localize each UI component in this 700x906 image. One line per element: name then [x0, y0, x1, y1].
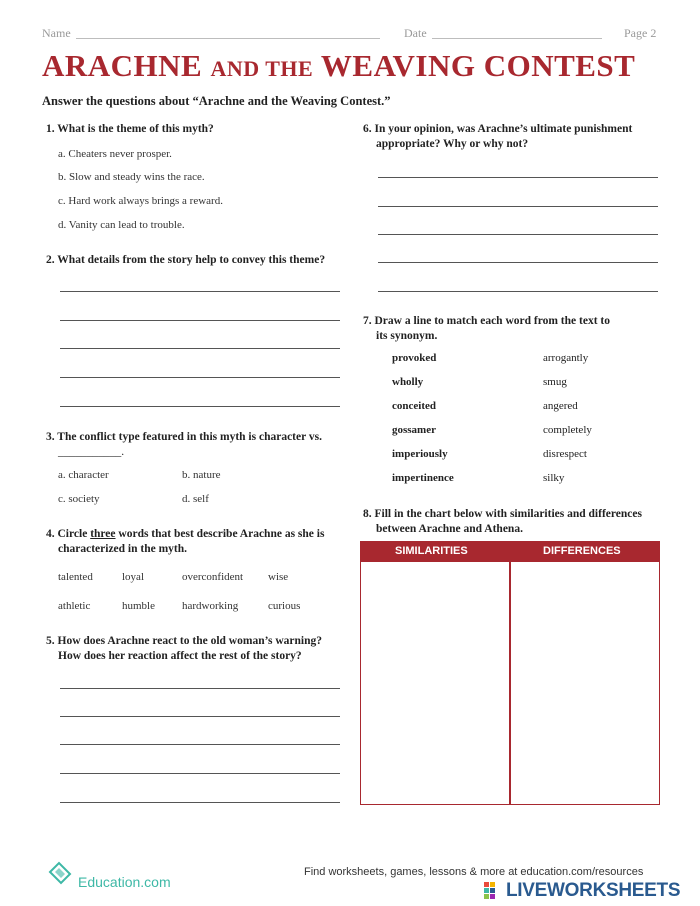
q7-word-impertinence[interactable]: impertinence [392, 472, 454, 484]
q2-answer-line-2[interactable] [60, 320, 340, 321]
q2-answer-line-4[interactable] [60, 377, 340, 378]
q2-answer-line-1[interactable] [60, 291, 340, 292]
name-field[interactable] [76, 26, 380, 40]
q7-word-imperiously[interactable]: imperiously [392, 448, 448, 460]
q4-word-wise[interactable]: wise [268, 571, 289, 583]
question-8: 8. Fill in the chart below with similarities and differences between Arachne and Athena. [363, 508, 642, 535]
q7-word-provoked[interactable]: provoked [392, 352, 437, 364]
question-1: 1. What is the theme of this myth? [46, 123, 214, 135]
q4-word-overconfident[interactable]: overconfident [182, 571, 244, 583]
date-field[interactable] [432, 26, 602, 40]
differences-header: DIFFERENCES [543, 545, 621, 557]
similarities-header: SIMILARITIES [395, 545, 468, 557]
q1-option-b[interactable]: b. Slow and steady wins the race. [58, 171, 205, 183]
liveworksheets-icon [484, 882, 502, 900]
q7-word-wholly[interactable]: wholly [392, 376, 424, 388]
question-3: 3. The conflict type featured in this myth is character vs. [46, 431, 322, 443]
q3-option-a[interactable]: a. character [58, 469, 109, 481]
q6-answer-line-1[interactable] [378, 177, 658, 178]
education-logo-icon [46, 858, 74, 886]
q5-answer-line-5[interactable] [60, 802, 340, 803]
date-label: Date [404, 26, 427, 40]
q3-option-c[interactable]: c. society [58, 493, 100, 505]
q4-word-loyal[interactable]: loyal [122, 571, 144, 583]
q4-word-athletic[interactable]: athletic [58, 600, 91, 612]
page-title: ARACHNE AND THE WEAVING CONTEST [42, 48, 636, 83]
q5-answer-line-2[interactable] [60, 716, 340, 717]
question-2: 2. What details from the story help to convey this theme? [46, 254, 326, 266]
q7-synonym-completely[interactable]: completely [543, 424, 592, 436]
q6-answer-line-5[interactable] [378, 291, 658, 292]
q1-option-a[interactable]: a. Cheaters never prosper. [58, 148, 172, 160]
similarities-cell[interactable] [361, 562, 509, 804]
q5-answer-line-4[interactable] [60, 773, 340, 774]
q3-option-b[interactable]: b. nature [182, 469, 221, 481]
q4-word-curious[interactable]: curious [268, 600, 301, 612]
name-label: Name [42, 26, 71, 40]
q2-answer-line-5[interactable] [60, 406, 340, 407]
education-logo-text: Education.com [78, 874, 171, 890]
q4-word-humble[interactable]: humble [122, 600, 155, 612]
q7-synonym-arrogantly[interactable]: arrogantly [543, 352, 589, 364]
q5-answer-line-3[interactable] [60, 744, 340, 745]
page-number: Page 2 [624, 26, 657, 40]
q7-synonym-smug[interactable]: smug [543, 376, 567, 388]
q7-word-conceited[interactable]: conceited [392, 400, 436, 412]
q6-answer-line-2[interactable] [378, 206, 658, 207]
q7-synonym-angered[interactable]: angered [543, 400, 578, 412]
q4-word-talented[interactable]: talented [58, 571, 93, 583]
q7-synonym-disrespect[interactable]: disrespect [543, 448, 587, 460]
q1-option-c[interactable]: c. Hard work always brings a reward. [58, 195, 223, 207]
comparison-chart [360, 541, 660, 805]
q3-blank[interactable]: ___________. [58, 446, 125, 458]
q6-answer-line-4[interactable] [378, 262, 658, 263]
question-5: 5. How does Arachne react to the old woman’s warning? How does her reaction affect the rest of the story? [46, 635, 322, 662]
q3-option-d[interactable]: d. self [182, 493, 209, 505]
q7-synonym-silky[interactable]: silky [543, 472, 565, 484]
question-4: 4. Circle three words that best describe Arachne as she is characterized in the myth. [46, 528, 325, 555]
q5-answer-line-1[interactable] [60, 688, 340, 689]
differences-cell[interactable] [511, 562, 658, 804]
q6-answer-line-3[interactable] [378, 234, 658, 235]
q1-option-d[interactable]: d. Vanity can lead to trouble. [58, 219, 185, 231]
instructions: Answer the questions about “Arachne and the Weaving Contest.” [42, 94, 391, 108]
footer-text: Find worksheets, games, lessons & more at education.com/resources [304, 866, 644, 878]
question-6: 6. In your opinion, was Arachne’s ultimate punishment appropriate? Why or why not? [363, 123, 633, 150]
q4-word-hardworking[interactable]: hardworking [182, 600, 239, 612]
liveworksheets-brand: LIVEWORKSHEETS [506, 880, 681, 901]
q7-word-gossamer[interactable]: gossamer [392, 424, 436, 436]
q2-answer-line-3[interactable] [60, 348, 340, 349]
question-7: 7. Draw a line to match each word from the text to its synonym. [363, 315, 610, 342]
